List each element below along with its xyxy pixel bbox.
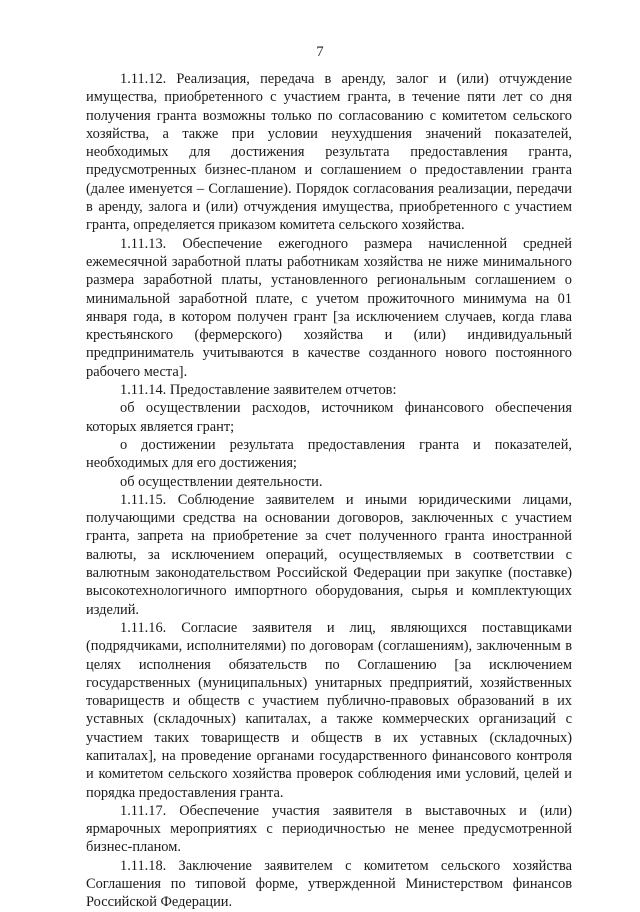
list-item-results-report: о достижении результата предоставления гранта и показателей, необходимых для его достижения; [86,436,572,472]
document-body [86,70,572,912]
paragraph-1-11-17: 1.11.17. Обеспечение участия заявителя в выставочных и (или) ярмарочных мероприятиях с периодичностью не менее предусмотренной бизнес-планом. [86,802,572,856]
page-number: 7 [316,44,324,60]
paragraph-1-11-16: 1.11.16. Согласие заявителя и лиц, являющихся поставщиками (подрядчиками, исполнителями) по договорам (соглашениям), заключенным в целях исполнения обязательств по Соглашению [за исключением государственных (муниципальных) унитарных предприятий, хозяйственных товариществ и обществ с участием публично-правовых образований в их уставных (складочных) капиталах, а также коммерческих организаций с участием таких товариществ и обществ в их уставных (складочных) капиталах], на проведение органами государственного финансового контроля и комитетом сельского хозяйства проверок соблюдения ими условий, целей и порядка предоставления гранта. [86,619,572,801]
paragraph-1-11-14: 1.11.14. Предоставление заявителем отчетов: [120,382,397,399]
paragraph-1-11-13: 1.11.13. Обеспечение ежегодного размера начисленной средней ежемесячной заработной платы работникам хозяйства не ниже минимального размера заработной платы, установленного региональным соглашением о минимальной заработной плате, с учетом прожиточного минимума на 01 января года, в котором получен грант [за исключением случаев, когда глава крестьянского (фермерского) хозяйства и (или) индивидуальный предприниматель учитываются в качестве созданного нового постоянного рабочего места]. [86,235,572,380]
list-item-expenses-report: об осуществлении расходов, источником финансового обеспечения которых является грант; [86,400,572,435]
paragraph-1-11-15: 1.11.15. Соблюдение заявителем и иными юридическими лицами, получающими средства на основании договоров, заключенных с участием гранта, запрета на приобретение за счет полученного гранта иностранной валюты, за исключением операций, осуществляемых в соответствии с валютным законодательством Российской Федерации при закупке (поставке) высокотехнологичного импортного оборудования, сырья и комплектующих изделий. [86,491,572,618]
paragraph-1-11-12: 1.11.12. Реализация, передача в аренду, залог и (или) отчуждение имущества, приобретенного с участием гранта, в течение пяти лет со дня получения гранта возможны только по согласованию с комитетом сельского хозяйства, а также при условии неухудшения значений показателей, необходимых для достижения результата предоставления гранта, предусмотренных бизнес-планом и соглашением о предоставлении гранта (далее именуется – Соглашение). Порядок согласования реализации, передачи в аренду, залога и (или) отчуждения имущества, приобретенного с участием гранта, определяется приказом комитета сельского хозяйства. [86,71,572,234]
paragraph-1-11-18: 1.11.18. Заключение заявителем с комитетом сельского хозяйства Соглашения по типовой форме, утвержденной Министерством финансов Российской Федерации. [86,857,572,911]
list-item-activity-report: об осуществлении деятельности. [120,473,323,490]
